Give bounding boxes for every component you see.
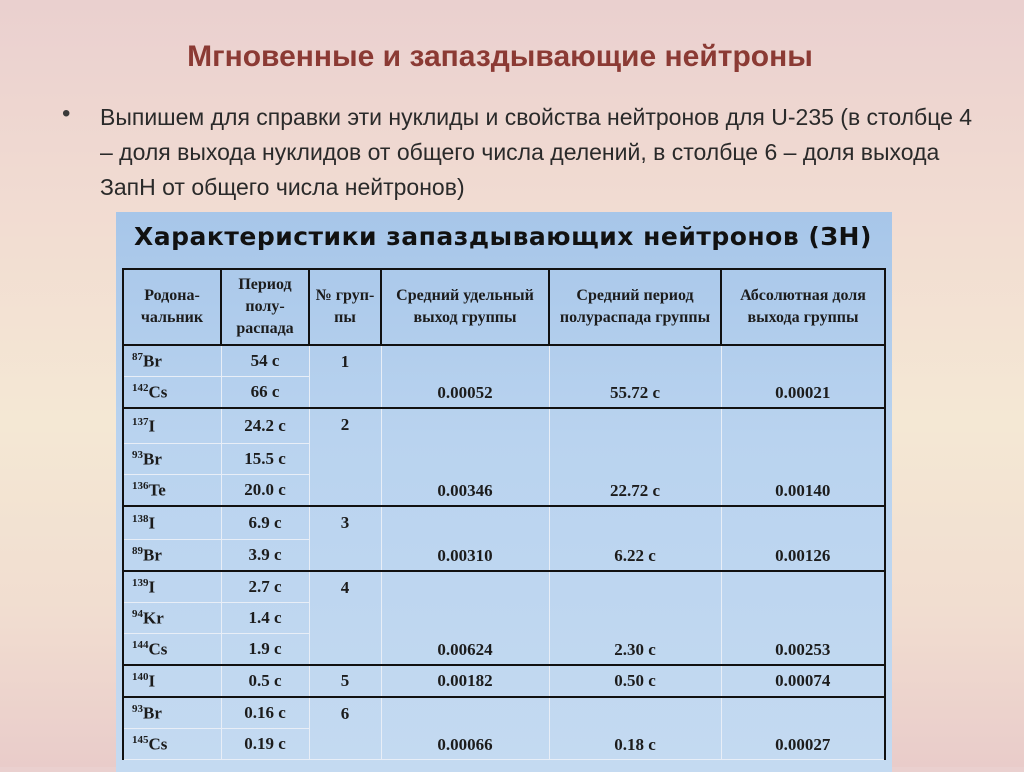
cell-precursor (123, 571, 221, 603)
element-symbol: I (148, 577, 156, 597)
mass-number: 87 (132, 350, 143, 363)
cell-precursor (123, 665, 221, 697)
table-row (123, 506, 885, 540)
cell-precursor (123, 475, 221, 507)
element-symbol: I (148, 416, 156, 436)
header-mean-half-life: Средний период полураспада группы (549, 269, 721, 345)
table-row (123, 408, 885, 444)
mass-number: 140 (132, 670, 149, 683)
cell-mean-half-life: 22.72 с (549, 408, 721, 506)
mass-number: 139 (132, 576, 149, 589)
cell-half-life: 54 с (221, 345, 309, 377)
cell-precursor (123, 540, 221, 572)
cell-mean-yield: 0.00066 (381, 697, 549, 760)
mass-number: 137 (132, 415, 149, 428)
cell-half-life: 24.2 с (221, 408, 309, 444)
cell-mean-half-life: 2.30 с (549, 571, 721, 665)
cell-precursor (123, 377, 221, 409)
element-symbol: Br (143, 351, 162, 371)
cell-group-number: 5 (309, 665, 381, 697)
delayed-neutron-table (122, 268, 886, 760)
cell-half-life: 0.5 с (221, 665, 309, 697)
cell-precursor (123, 603, 221, 634)
cell-half-life: 20.0 с (221, 475, 309, 507)
mass-number: 93 (132, 448, 143, 461)
cell-abs-yield: 0.00027 (721, 697, 885, 760)
cell-precursor (123, 506, 221, 540)
mass-number: 89 (132, 544, 143, 557)
element-symbol: Br (143, 703, 162, 723)
element-symbol: I (148, 513, 156, 533)
cell-mean-yield: 0.00310 (381, 506, 549, 571)
element-symbol: Cs (148, 734, 168, 754)
element-symbol: Br (143, 449, 162, 469)
cell-mean-yield: 0.00624 (381, 571, 549, 665)
element-symbol: I (148, 671, 156, 691)
cell-mean-half-life: 6.22 с (549, 506, 721, 571)
mass-number: 145 (132, 733, 149, 746)
bullet-marker: • (62, 100, 71, 127)
element-symbol: Cs (148, 639, 168, 659)
cell-half-life: 1.9 с (221, 634, 309, 666)
cell-group-number: 2 (309, 408, 381, 506)
mass-number: 138 (132, 512, 149, 525)
cell-group-number: 1 (309, 345, 381, 408)
element-symbol: Te (148, 480, 166, 500)
cell-half-life: 0.16 с (221, 697, 309, 729)
cell-mean-half-life: 0.18 с (549, 697, 721, 760)
header-precursor: Родона-чальник (123, 269, 221, 345)
cell-precursor (123, 729, 221, 760)
mass-number: 142 (132, 381, 149, 394)
element-symbol: Br (143, 545, 162, 565)
cell-half-life: 0.19 с (221, 729, 309, 760)
header-mean-yield: Средний удельный выход группы (381, 269, 549, 345)
table-title: Характеристики запаздывающих нейтронов (ЗН) (134, 222, 872, 251)
cell-precursor (123, 345, 221, 377)
mass-number: 94 (132, 607, 143, 620)
cell-half-life: 3.9 с (221, 540, 309, 572)
cell-precursor (123, 444, 221, 475)
header-group-number: № груп-пы (309, 269, 381, 345)
cell-abs-yield: 0.00021 (721, 345, 885, 408)
cell-abs-yield: 0.00253 (721, 571, 885, 665)
table-row (123, 345, 885, 377)
cell-mean-yield: 0.00182 (381, 665, 549, 697)
element-symbol: Cs (148, 382, 168, 402)
cell-half-life: 6.9 с (221, 506, 309, 540)
slide-title: Мгновенные и запаздывающие нейтроны (187, 40, 813, 73)
cell-abs-yield: 0.00140 (721, 408, 885, 506)
cell-mean-yield: 0.00346 (381, 408, 549, 506)
table-row (123, 571, 885, 603)
cell-abs-yield: 0.00126 (721, 506, 885, 571)
cell-half-life: 15.5 с (221, 444, 309, 475)
mass-number: 136 (132, 479, 149, 492)
cell-group-number: 4 (309, 571, 381, 665)
bullet-item (62, 100, 982, 205)
cell-precursor (123, 697, 221, 729)
table-header-row (123, 269, 885, 345)
bullet-text: Выпишем для справки эти нуклиды и свойства нейтронов для U-235 (в столбце 4 – доля выхода нуклидов от общего числа делений, в столбце 6 – доля выхода ЗапН от общего числа нейтронов) (100, 104, 973, 200)
cell-group-number: 6 (309, 697, 381, 760)
cell-half-life: 1.4 с (221, 603, 309, 634)
cell-mean-half-life: 0.50 с (549, 665, 721, 697)
cell-abs-yield: 0.00074 (721, 665, 885, 697)
cell-group-number: 3 (309, 506, 381, 571)
header-abs-yield: Абсолютная доля выхода группы (721, 269, 885, 345)
element-symbol: Kr (143, 608, 164, 628)
mass-number: 144 (132, 638, 149, 651)
cell-precursor (123, 634, 221, 666)
table-row (123, 665, 885, 697)
cell-half-life: 66 с (221, 377, 309, 409)
table-panel (116, 212, 892, 772)
header-half-life: Период полу-распада (221, 269, 309, 345)
cell-half-life: 2.7 с (221, 571, 309, 603)
cell-mean-yield: 0.00052 (381, 345, 549, 408)
mass-number: 93 (132, 702, 143, 715)
cell-precursor (123, 408, 221, 444)
cell-mean-half-life: 55.72 с (549, 345, 721, 408)
table-row (123, 697, 885, 729)
table-body (123, 345, 885, 760)
